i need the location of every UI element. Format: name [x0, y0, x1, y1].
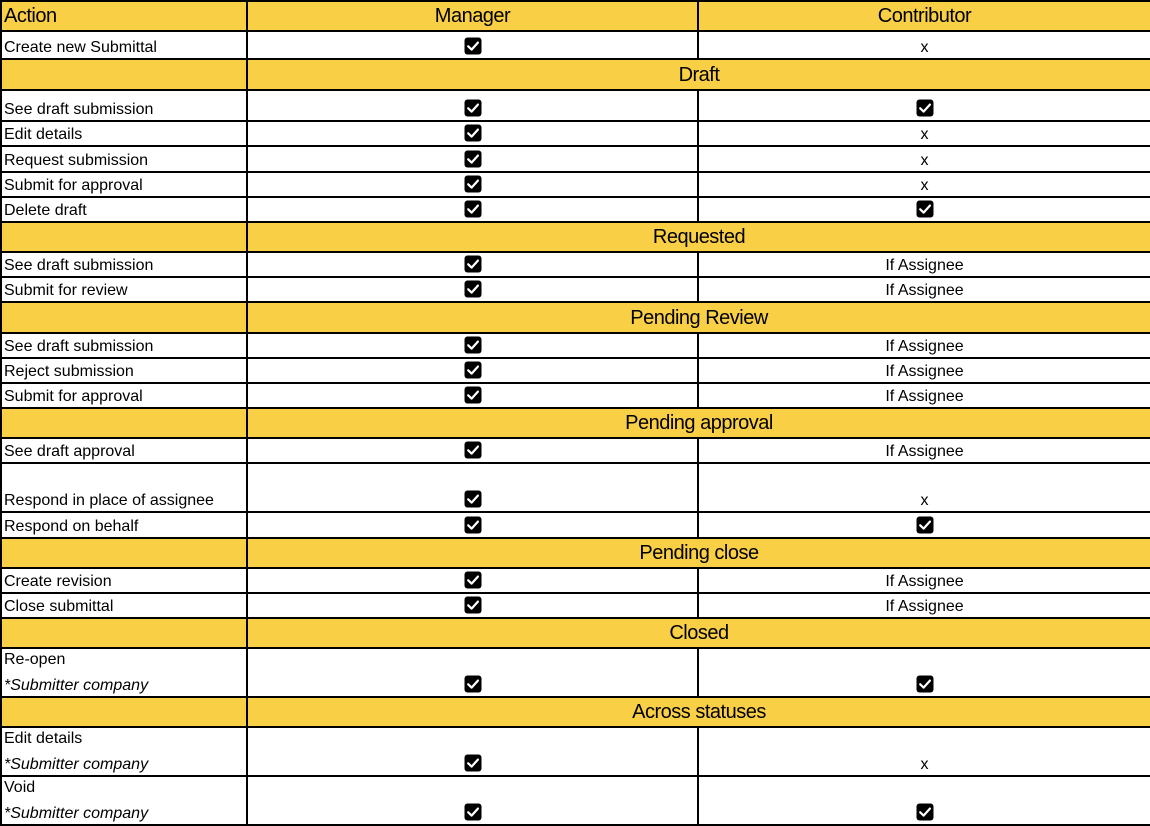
- action-cell: [1, 277, 247, 302]
- contributor-cell: [698, 568, 1150, 593]
- section-title: Draft: [247, 59, 1150, 90]
- manager-cell: [247, 172, 698, 197]
- action-cell: [1, 648, 247, 697]
- checkbox-checked-icon: [464, 175, 482, 193]
- section-empty-cell: [1, 618, 247, 648]
- checkbox-checked-icon: [464, 150, 482, 168]
- checkbox-checked-icon: [464, 37, 482, 55]
- table-row: [1, 31, 1150, 59]
- manager-cell: [247, 252, 698, 277]
- action-label: Create new Submittal: [4, 39, 157, 56]
- contributor-cell: [698, 593, 1150, 618]
- contributor-cell: [698, 438, 1150, 463]
- action-cell: [1, 333, 247, 358]
- contributor-cell: [698, 776, 1150, 825]
- checkbox-checked-icon: [464, 336, 482, 354]
- contributor-cell: [698, 121, 1150, 146]
- checkbox-checked-icon: [464, 255, 482, 273]
- checkbox-checked-icon: [916, 200, 934, 218]
- checkbox-checked-icon: [916, 803, 934, 821]
- manager-cell: [247, 31, 698, 59]
- checkbox-checked-icon: [464, 675, 482, 693]
- contributor-cell: [698, 90, 1150, 121]
- action-cell: [1, 593, 247, 618]
- action-cell: [1, 146, 247, 172]
- action-label: Re-open: [4, 651, 66, 668]
- checkbox-checked-icon: [464, 754, 482, 772]
- contributor-cell: [698, 512, 1150, 538]
- action-label: See draft submission: [4, 338, 154, 355]
- contributor-cell: [698, 358, 1150, 383]
- action-label: Edit details: [4, 126, 83, 143]
- manager-cell: [247, 358, 698, 383]
- section-title: Pending approval: [247, 408, 1150, 438]
- section-row: [1, 222, 1150, 252]
- section-empty-cell: [1, 302, 247, 333]
- checkbox-checked-icon: [464, 361, 482, 379]
- manager-cell: [247, 277, 698, 302]
- section-title: Pending Review: [247, 302, 1150, 333]
- checkbox-checked-icon: [464, 803, 482, 821]
- manager-cell: [247, 197, 698, 222]
- manager-cell: [247, 90, 698, 121]
- header-row: [1, 1, 1150, 31]
- section-row: [1, 538, 1150, 568]
- table-row: [1, 252, 1150, 277]
- table-row: [1, 512, 1150, 538]
- table-row: [1, 383, 1150, 408]
- manager-cell: [247, 121, 698, 146]
- section-empty-cell: [1, 538, 247, 568]
- not-allowed-mark: x: [920, 492, 929, 509]
- condition-text: If Assignee: [885, 257, 964, 274]
- checkbox-checked-icon: [464, 200, 482, 218]
- table-row: [1, 172, 1150, 197]
- table-row: [1, 277, 1150, 302]
- contributor-cell: [698, 727, 1150, 776]
- contributor-cell: [698, 197, 1150, 222]
- action-cell: [1, 197, 247, 222]
- action-label: See draft submission: [4, 257, 154, 274]
- action-label: Close submittal: [4, 598, 114, 615]
- manager-cell: [247, 593, 698, 618]
- header-contributor: Contributor: [698, 1, 1150, 31]
- not-allowed-mark: x: [920, 152, 929, 169]
- action-cell: [1, 90, 247, 121]
- action-label: Respond on behalf: [4, 518, 139, 535]
- header-action: Action: [1, 1, 247, 31]
- table-row: [1, 438, 1150, 463]
- condition-text: If Assignee: [885, 598, 964, 615]
- action-label: Create revision: [4, 573, 112, 590]
- condition-text: If Assignee: [885, 443, 964, 460]
- not-allowed-mark: x: [920, 126, 929, 143]
- action-label: See draft submission: [4, 101, 154, 118]
- action-label: Submit for approval: [4, 388, 143, 405]
- condition-text: If Assignee: [885, 388, 964, 405]
- action-note: *Submitter company: [4, 756, 149, 773]
- action-cell: [1, 252, 247, 277]
- not-allowed-mark: x: [920, 177, 929, 194]
- contributor-cell: [698, 383, 1150, 408]
- manager-cell: [247, 463, 698, 512]
- table-row: [1, 568, 1150, 593]
- condition-text: If Assignee: [885, 573, 964, 590]
- manager-cell: [247, 333, 698, 358]
- manager-cell: [247, 438, 698, 463]
- contributor-cell: [698, 277, 1150, 302]
- action-label: Delete draft: [4, 202, 87, 219]
- section-row: [1, 618, 1150, 648]
- action-label: Respond in place of assignee: [4, 492, 214, 509]
- contributor-cell: [698, 31, 1150, 59]
- checkbox-checked-icon: [464, 441, 482, 459]
- section-empty-cell: [1, 697, 247, 727]
- section-row: [1, 408, 1150, 438]
- not-allowed-mark: x: [920, 756, 929, 773]
- manager-cell: [247, 727, 698, 776]
- section-row: [1, 59, 1150, 90]
- checkbox-checked-icon: [464, 490, 482, 508]
- action-cell: [1, 776, 247, 825]
- table-row: [1, 197, 1150, 222]
- action-label: Submit for review: [4, 282, 128, 299]
- manager-cell: [247, 776, 698, 825]
- contributor-cell: [698, 333, 1150, 358]
- table-row: [1, 358, 1150, 383]
- table-row: [1, 727, 1150, 776]
- checkbox-checked-icon: [464, 99, 482, 117]
- table-row: [1, 463, 1150, 512]
- table-row: [1, 333, 1150, 358]
- checkbox-checked-icon: [464, 124, 482, 142]
- section-empty-cell: [1, 59, 247, 90]
- action-cell: [1, 172, 247, 197]
- checkbox-checked-icon: [464, 280, 482, 298]
- action-cell: [1, 438, 247, 463]
- condition-text: If Assignee: [885, 282, 964, 299]
- action-label: See draft approval: [4, 443, 135, 460]
- action-label: Request submission: [4, 152, 149, 169]
- checkbox-checked-icon: [916, 99, 934, 117]
- section-empty-cell: [1, 222, 247, 252]
- table-row: [1, 90, 1150, 121]
- action-cell: [1, 31, 247, 59]
- section-title: Requested: [247, 222, 1150, 252]
- manager-cell: [247, 648, 698, 697]
- action-label: Reject submission: [4, 363, 134, 380]
- contributor-cell: [698, 463, 1150, 512]
- manager-cell: [247, 512, 698, 538]
- section-row: [1, 697, 1150, 727]
- action-cell: [1, 727, 247, 776]
- header-manager: Manager: [247, 1, 698, 31]
- action-cell: [1, 463, 247, 512]
- checkbox-checked-icon: [464, 571, 482, 589]
- section-title: Closed: [247, 618, 1150, 648]
- action-cell: [1, 383, 247, 408]
- section-title: Across statuses: [247, 697, 1150, 727]
- action-cell: [1, 568, 247, 593]
- manager-cell: [247, 383, 698, 408]
- contributor-cell: [698, 648, 1150, 697]
- table-row: [1, 146, 1150, 172]
- checkbox-checked-icon: [464, 596, 482, 614]
- action-label: Submit for approval: [4, 177, 143, 194]
- action-cell: [1, 358, 247, 383]
- checkbox-checked-icon: [916, 675, 934, 693]
- section-title: Pending close: [247, 538, 1150, 568]
- checkbox-checked-icon: [464, 386, 482, 404]
- action-label: Void: [4, 779, 36, 796]
- table-body: [1, 31, 1150, 825]
- table-row: [1, 121, 1150, 146]
- checkbox-checked-icon: [464, 516, 482, 534]
- action-label: Edit details: [4, 730, 83, 747]
- manager-cell: [247, 568, 698, 593]
- contributor-cell: [698, 172, 1150, 197]
- not-allowed-mark: x: [920, 39, 929, 56]
- contributor-cell: [698, 146, 1150, 172]
- action-note: *Submitter company: [4, 805, 149, 822]
- table-row: [1, 593, 1150, 618]
- table-row: [1, 648, 1150, 697]
- action-note: *Submitter company: [4, 677, 149, 694]
- section-row: [1, 302, 1150, 333]
- table-row: [1, 776, 1150, 825]
- action-cell: [1, 121, 247, 146]
- action-cell: [1, 512, 247, 538]
- manager-cell: [247, 146, 698, 172]
- checkbox-checked-icon: [916, 516, 934, 534]
- section-empty-cell: [1, 408, 247, 438]
- contributor-cell: [698, 252, 1150, 277]
- condition-text: If Assignee: [885, 338, 964, 355]
- condition-text: If Assignee: [885, 363, 964, 380]
